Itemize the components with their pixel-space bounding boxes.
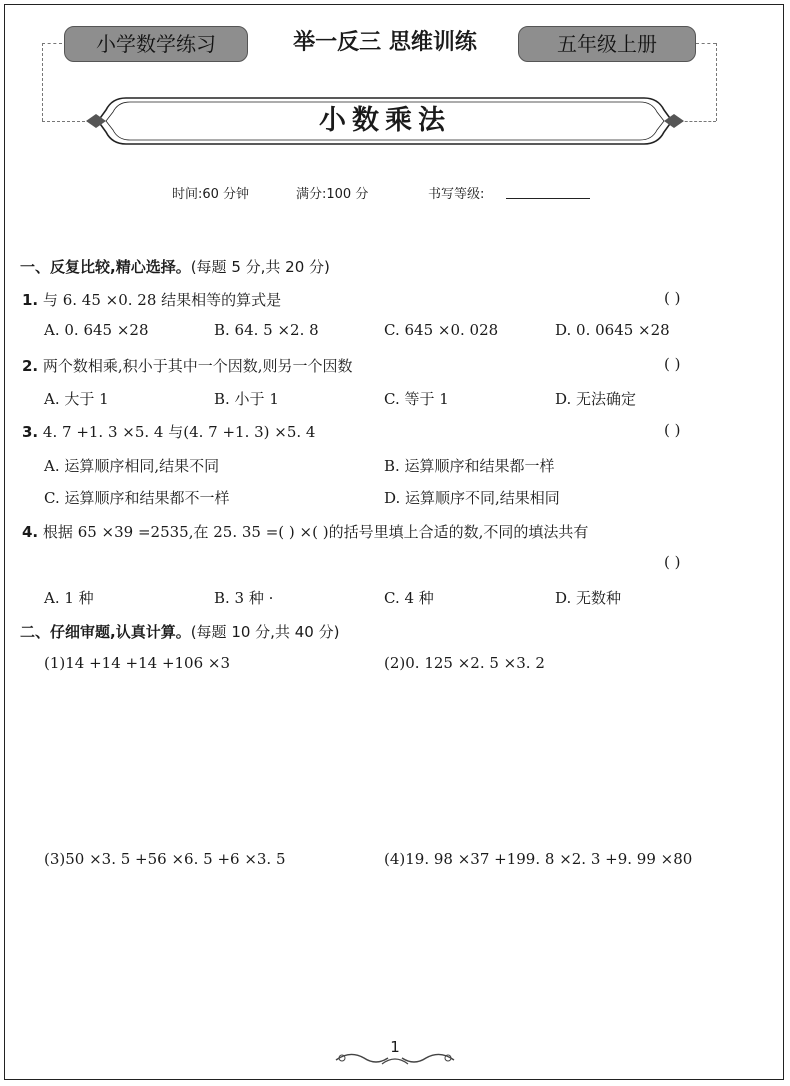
calc-problem-3: (3)50 ×3. 5 +56 ×6. 5 +6 ×3. 5 (44, 850, 286, 868)
question-number: 3. (22, 423, 39, 441)
answer-paren: ( ) (664, 355, 681, 373)
question-3 (22, 421, 315, 442)
series-label-left: 小学数学练习 (64, 26, 248, 62)
title-banner (98, 96, 672, 146)
answer-paren: ( ) (664, 289, 681, 307)
option-b: B. 小于 1 (214, 390, 279, 408)
question-text: 4. 7 +1. 3 ×5. 4 与(4. 7 +1. 3) ×5. 4 (42, 423, 316, 441)
page-number: 1 (390, 1038, 400, 1056)
series-label-right: 五年级上册 (518, 26, 696, 62)
calc-problem-4: (4)19. 98 ×37 +199. 8 ×2. 3 +9. 99 ×80 (384, 850, 693, 868)
option-c: C. 645 ×0. 028 (384, 321, 499, 339)
score-label: 满分:100 分 (296, 187, 369, 202)
page-frame (4, 4, 784, 1080)
calc-problem-2: (2)0. 125 ×2. 5 ×3. 2 (384, 654, 545, 672)
option-a: A. 1 种 (44, 589, 94, 607)
option-b: B. 运算顺序和结果都一样 (384, 457, 555, 475)
question-text: 根据 65 ×39 =2535,在 25. 35 =( ) ×( )的括号里填上合适的数,不同的填法共有 (42, 523, 589, 541)
dashed-line (716, 43, 717, 121)
grade-label: 书写等级: (428, 187, 485, 202)
answer-paren: ( ) (664, 553, 681, 571)
option-b: B. 64. 5 ×2. 8 (214, 321, 319, 339)
question-number: 4. (22, 523, 39, 541)
dashed-line (696, 43, 716, 44)
option-a: A. 0. 645 ×28 (44, 321, 149, 339)
answer-paren: ( ) (664, 421, 681, 439)
dashed-line (42, 121, 90, 122)
option-c: C. 4 种 (384, 589, 434, 607)
question-number: 1. (22, 291, 39, 309)
option-a: A. 大于 1 (44, 390, 109, 408)
option-d: D. 无数种 (555, 589, 622, 607)
option-d: D. 0. 0645 ×28 (555, 321, 670, 339)
option-b: B. 3 种 · (214, 589, 274, 607)
dashed-line (680, 121, 716, 122)
series-title: 举一反三 思维训练 (293, 30, 477, 55)
grade-blank (506, 198, 590, 199)
option-c: C. 等于 1 (384, 390, 449, 408)
section1-title: 一、反复比较,精心选择。 (20, 258, 191, 276)
question-4 (22, 521, 588, 542)
question-1 (22, 289, 281, 310)
question-text: 与 6. 45 ×0. 28 结果相等的算式是 (42, 291, 282, 309)
page-title: 小数乘法 (319, 105, 451, 136)
section1-note: (每题 5 分,共 20 分) (190, 258, 330, 276)
section1-heading (20, 256, 330, 277)
option-d: D. 运算顺序不同,结果相同 (384, 489, 560, 507)
question-2 (22, 355, 352, 376)
dashed-line (42, 43, 62, 44)
time-label: 时间:60 分钟 (172, 187, 250, 202)
question-text: 两个数相乘,积小于其中一个因数,则另一个因数 (42, 357, 353, 375)
section2-title: 二、仔细审题,认真计算。 (20, 623, 191, 641)
dashed-line (42, 43, 43, 121)
option-d: D. 无法确定 (555, 390, 637, 408)
section2-heading (20, 621, 339, 642)
page-footer (330, 1036, 460, 1070)
calc-problem-1: (1)14 +14 +14 +106 ×3 (44, 654, 231, 672)
question-number: 2. (22, 357, 39, 375)
option-a: A. 运算顺序相同,结果不同 (44, 457, 220, 475)
section2-note: (每题 10 分,共 40 分) (190, 623, 340, 641)
option-c: C. 运算顺序和结果都不一样 (44, 489, 230, 507)
